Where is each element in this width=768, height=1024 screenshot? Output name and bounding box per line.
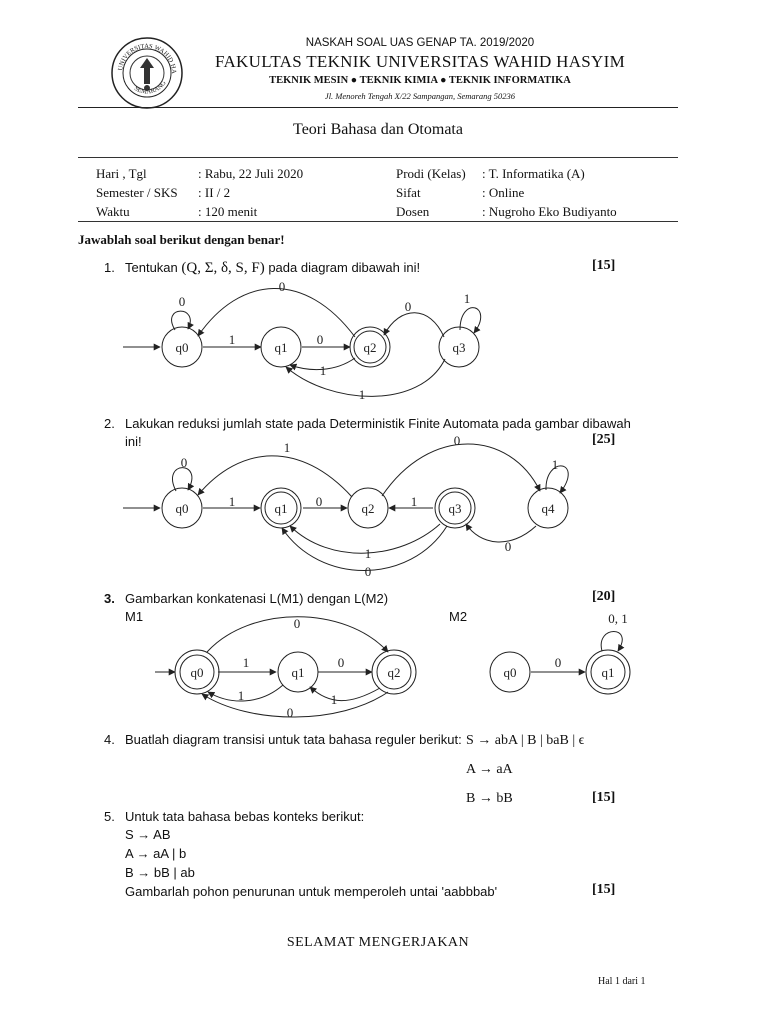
info-label: Semester / SKS <box>96 184 178 200</box>
transition-label: 1 <box>228 494 236 509</box>
transition-label: 0 <box>293 616 301 631</box>
q5-rule-2: A → aA | b <box>125 846 187 861</box>
transition-label: 0 <box>315 494 323 509</box>
closing-text: SELAMAT MENGERJAKAN <box>286 935 470 950</box>
q2-points: [25] <box>592 432 616 447</box>
info-label: Sifat <box>396 184 421 200</box>
q4-points: [15] <box>592 790 616 805</box>
svg-text:SEMARANG <box>133 80 168 96</box>
transition-label: 0 <box>554 655 562 670</box>
transition-label: 1 <box>463 291 471 306</box>
q4-rule-1: S → abA | B | baB | ϵ <box>466 733 585 748</box>
seal-text-bottom: SEMARANG <box>132 79 168 96</box>
state-label: q4 <box>541 501 555 516</box>
transition-label: 0 <box>364 564 372 579</box>
state-label: q0 <box>190 665 204 680</box>
state-label: q0 <box>503 665 517 680</box>
q5-task: Gambarlah pohon penurunan untuk memperoleh untai 'aabbbab' <box>125 884 498 899</box>
q5-text: Untuk tata bahasa bebas konteks berikut: <box>125 809 365 824</box>
q2-line1: Lakukan reduksi jumlah state pada Deterministik Finite Automata pada gambar dibawah <box>125 416 631 431</box>
state-label: q0 <box>175 340 189 355</box>
info-value: : Nugroho Eko Budiyanto <box>482 203 617 219</box>
q5-points: [15] <box>592 882 616 897</box>
transition-label: 0 <box>278 279 286 294</box>
page-number: Hal 1 dari 1 <box>598 976 646 987</box>
transition-label: 0 <box>453 436 461 448</box>
info-value: : Rabu, 22 Juli 2020 <box>198 165 304 181</box>
info-bottom-rule <box>78 221 678 222</box>
transition-label: 1 <box>283 440 291 455</box>
svg-text:UNIVERSITAS WAHID HASYIM <box>110 36 177 74</box>
q2-line2: ini! <box>125 434 142 449</box>
transition-label: 1 <box>364 546 372 561</box>
q1-points: [15] <box>592 258 616 273</box>
m2-label: M2 <box>449 609 468 624</box>
university-seal <box>110 36 184 110</box>
info-top-rule <box>78 157 678 158</box>
info-value: : T. Informatika (A) <box>482 165 585 181</box>
transition-label: 1 <box>410 494 418 509</box>
transition-label: 1 <box>237 688 245 703</box>
state-label: q1 <box>274 340 288 355</box>
q1-text-post: pada diagram dibawah ini! <box>268 260 421 275</box>
transition-label: 0 <box>180 455 188 470</box>
transition-label: 0 <box>404 299 412 314</box>
info-value: : Online <box>482 184 525 200</box>
q4-text: Buatlah diagram transisi untuk tata bahasa reguler berikut: <box>125 732 462 747</box>
info-label: Dosen <box>396 203 430 219</box>
q4-rule-2: A → aA <box>466 762 513 777</box>
diagram-1 <box>115 275 515 405</box>
state-label: q2 <box>387 665 401 680</box>
state-label: q3 <box>448 501 462 516</box>
info-label: Prodi (Kelas) <box>396 165 466 181</box>
m1-label: M1 <box>125 609 144 624</box>
exam-line: NASKAH SOAL UAS GENAP TA. 2019/2020 <box>305 37 535 49</box>
transition-label: 1 <box>551 457 559 472</box>
transition-label: 1 <box>358 387 366 402</box>
address-line: Jl. Menoreh Tengah X/22 Sampangan, Semarang 50236 <box>324 91 516 101</box>
state-label: q2 <box>361 501 375 516</box>
transition-label: 1 <box>330 692 338 707</box>
instruction: Jawablah soal berikut dengan benar! <box>78 232 285 247</box>
departments-line: TEKNIK MESIN ● TEKNIK KIMIA ● TEKNIK INFORMATIKA <box>269 75 571 86</box>
diagram-m2 <box>440 608 650 708</box>
diagram-m1 <box>115 610 425 722</box>
q5-rule-3: B → bB | ab <box>125 865 195 880</box>
info-value: : II / 2 <box>198 184 231 200</box>
transition-label: 0 <box>178 294 186 309</box>
transition-label: 1 <box>228 332 236 347</box>
transition-label: 0 <box>316 332 324 347</box>
q3-points: [20] <box>592 589 616 604</box>
exam-info-table <box>96 164 662 221</box>
transition-label: 1 <box>319 363 327 378</box>
q1-text-pre: Tentukan <box>125 260 178 275</box>
q1-number: 1. <box>104 260 115 275</box>
q4-number: 4. <box>104 732 115 747</box>
info-label: Hari , Tgl <box>96 165 147 181</box>
transition-label: 0, 1 <box>608 611 628 626</box>
q4-rule-3: B → bB <box>466 791 513 806</box>
q5-number: 5. <box>104 809 115 824</box>
diagram-2 <box>115 436 585 584</box>
transition-label: 0 <box>504 539 512 554</box>
transition-label: 0 <box>337 655 345 670</box>
state-label: q0 <box>175 501 189 516</box>
faculty-title: FAKULTAS TEKNIK UNIVERSITAS WAHID HASYIM <box>214 52 626 71</box>
state-label: q1 <box>291 665 305 680</box>
course-title: Teori Bahasa dan Otomata <box>293 121 463 138</box>
q1-tuple: (Q, Σ, δ, S, F) <box>181 260 265 276</box>
q3-text: Gambarkan konkatenasi L(M1) dengan L(M2) <box>125 591 389 606</box>
info-value: : 120 menit <box>198 203 258 219</box>
header-divider <box>78 107 678 108</box>
state-label: q1 <box>601 665 615 680</box>
q2-number: 2. <box>104 416 115 431</box>
seal-text-top: UNIVERSITAS WAHID HA <box>117 42 178 74</box>
state-label: q2 <box>363 340 377 355</box>
state-label: q1 <box>274 501 288 516</box>
transition-label: 0 <box>286 705 294 720</box>
q3-number: 3. <box>104 591 115 606</box>
transition-label: 1 <box>242 655 250 670</box>
state-label: q3 <box>452 340 466 355</box>
q5-rule-1: S → AB <box>125 827 171 842</box>
info-label: Waktu <box>96 203 130 219</box>
